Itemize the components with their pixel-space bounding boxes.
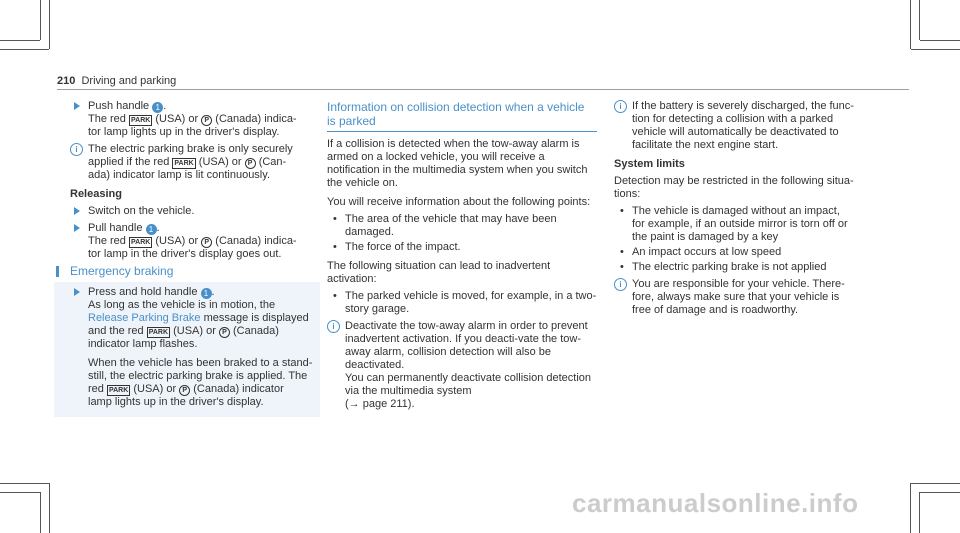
crop-mark bbox=[0, 49, 49, 50]
step-text: indicator lamp flashes. bbox=[88, 338, 198, 350]
emergency-braking-heading bbox=[70, 265, 320, 278]
heading-bar bbox=[56, 266, 59, 277]
section-heading bbox=[327, 100, 597, 132]
page-reference-link[interactable]: (→ page 211). bbox=[345, 398, 415, 410]
note-text: Deactivate the tow-away alarm in order to prevent inadvertent activation. If you deacti-vate the tow-away alarm, collision detection will also be deactivated. bbox=[345, 320, 588, 371]
step-text: (Canada) bbox=[233, 325, 279, 337]
note-text: (USA) or bbox=[198, 156, 242, 168]
park-lamp-icon: PARK bbox=[130, 239, 151, 246]
handle-number-icon: 1 bbox=[201, 288, 212, 299]
heading-line: Information on collision detection when a vehicle bbox=[327, 100, 585, 114]
step-arrow-icon bbox=[74, 224, 80, 232]
p-lamp-icon: P bbox=[201, 115, 212, 126]
section-title: Driving and parking bbox=[81, 75, 177, 87]
step-text: message is displayed bbox=[200, 312, 309, 324]
column-left bbox=[70, 100, 320, 417]
note-text: You can permanently deactivate collision detection via the multimedia system bbox=[345, 372, 592, 397]
note-text: applied if the red bbox=[88, 156, 170, 168]
step-text: Pull handle bbox=[88, 222, 143, 234]
note-text: You are responsible for your vehicle. There-fore, always make sure that your vehicle is free of damage and is roadworthy. bbox=[632, 278, 845, 316]
info-note bbox=[70, 143, 320, 182]
p-lamp-icon: P bbox=[179, 385, 190, 396]
list-item bbox=[327, 241, 597, 254]
page-header bbox=[57, 75, 176, 88]
column-right bbox=[614, 100, 854, 321]
step-text: Press and hold handle bbox=[88, 286, 198, 298]
park-lamp-icon: PARK bbox=[130, 117, 151, 124]
info-icon: i bbox=[614, 278, 627, 291]
crop-mark bbox=[911, 483, 960, 484]
step-text: Push handle bbox=[88, 100, 150, 112]
crop-mark bbox=[910, 483, 911, 533]
header-rule bbox=[57, 89, 909, 90]
crop-mark bbox=[49, 483, 50, 533]
list-text: The vehicle is damaged without an impact, for example, if an outside mirror is torn off or the paint is damaged by a key bbox=[632, 205, 848, 243]
paragraph: If a collision is detected when the tow-away alarm is armed on a locked vehicle, you will receive a notification in the multimedia system when you switch the vehicle on. bbox=[327, 138, 588, 189]
handle-number-icon: 1 bbox=[152, 102, 163, 113]
list-item bbox=[614, 205, 854, 244]
info-note bbox=[614, 278, 854, 317]
note-text: If the battery is severely discharged, the func-tion for detecting a collision with a parked vehicle will automatically be deactivated to facilitate the next engine start. bbox=[632, 100, 854, 151]
list-item bbox=[614, 261, 854, 274]
step-pull-handle: Pull handle 1 . The red PARK (USA) or P (Canada) indica- tor lamp in the driver's display goes out. bbox=[70, 222, 320, 261]
emergency-braking-box bbox=[54, 282, 320, 417]
handle-number-icon: 1 bbox=[146, 224, 157, 235]
step-text: (Canada) indica- bbox=[215, 113, 297, 125]
releasing-heading: Releasing bbox=[70, 188, 122, 200]
list-item bbox=[614, 246, 854, 259]
heading-line: is parked bbox=[327, 114, 376, 128]
step-arrow-icon bbox=[74, 207, 80, 215]
step-text: When the vehicle has been braked to a stand-still, the electric parking brake is applied. The bbox=[88, 357, 313, 382]
crop-mark bbox=[0, 483, 49, 484]
park-lamp-icon: PARK bbox=[174, 160, 194, 167]
list-text: The area of the vehicle that may have been damaged. bbox=[345, 213, 557, 238]
step-text: and the red bbox=[88, 325, 144, 337]
list-text: The force of the impact. bbox=[345, 241, 461, 253]
step-text: red bbox=[88, 383, 104, 395]
step-text: The red bbox=[88, 235, 126, 247]
bullet-icon: • bbox=[620, 205, 624, 217]
note-text: The electric parking brake is only securely bbox=[88, 143, 293, 155]
step-text: (Canada) indicator bbox=[193, 383, 284, 395]
step-text: (Canada) indica- bbox=[215, 235, 297, 247]
step-text: (USA) or bbox=[155, 235, 199, 247]
bullet-icon: • bbox=[333, 290, 337, 302]
column-middle bbox=[327, 100, 597, 415]
paragraph: You will receive information about the following points: bbox=[327, 196, 591, 208]
info-icon: i bbox=[70, 143, 83, 156]
bullet-icon: • bbox=[620, 246, 624, 258]
step-text: Switch on the vehicle. bbox=[88, 205, 195, 217]
step-text: (USA) or bbox=[155, 113, 199, 125]
step-text: (USA) or bbox=[173, 325, 216, 337]
crop-mark bbox=[40, 492, 41, 533]
crop-mark bbox=[0, 492, 40, 493]
display-message: Release Parking Brake bbox=[88, 312, 201, 324]
crop-mark bbox=[911, 49, 960, 50]
p-lamp-icon: P bbox=[245, 158, 256, 169]
system-limits-heading: System limits bbox=[614, 158, 685, 170]
crop-mark bbox=[920, 492, 960, 493]
crop-mark bbox=[49, 0, 50, 49]
list-text: The electric parking brake is not applied bbox=[632, 261, 827, 273]
list-text: The parked vehicle is moved, for example, in a two-story garage. bbox=[345, 290, 597, 315]
crop-mark bbox=[920, 40, 960, 41]
step-arrow-icon bbox=[74, 288, 80, 296]
p-lamp-icon: P bbox=[219, 327, 230, 338]
list-item bbox=[327, 290, 597, 316]
step-text: (USA) or bbox=[133, 383, 177, 395]
p-lamp-icon: P bbox=[201, 237, 212, 248]
paragraph: The following situation can lead to inadvertent activation: bbox=[327, 260, 551, 285]
step-text: The red bbox=[88, 113, 126, 125]
note-text: (Can- bbox=[258, 156, 287, 168]
list-item bbox=[327, 213, 597, 239]
bullet-icon: • bbox=[620, 261, 624, 273]
info-note bbox=[614, 100, 854, 152]
crop-mark bbox=[919, 492, 920, 533]
step-arrow-icon bbox=[74, 102, 80, 110]
watermark: carmanualsonline.info bbox=[572, 488, 859, 518]
crop-mark bbox=[0, 40, 40, 41]
info-icon: i bbox=[327, 320, 340, 333]
step-text: lamp lights up in the driver's display. bbox=[88, 396, 264, 408]
note-text: ada) indicator lamp is lit continuously. bbox=[88, 169, 270, 181]
info-note bbox=[327, 320, 597, 411]
crop-mark bbox=[40, 0, 41, 40]
park-lamp-icon: PARK bbox=[108, 387, 129, 394]
step-text: As long as the vehicle is in motion, the bbox=[88, 299, 276, 311]
step-switch-on bbox=[70, 205, 320, 218]
page-number: 210 bbox=[57, 75, 76, 87]
step-press-hold: Press and hold handle 1 . As long as the vehicle is in motion, the Release Parking Brake message is displayed and the red PARK (USA) or P (Canada) indicator lamp flashes. When the vehicle has been braked to a stand-still, the electric parking brake is applied. The red PARK (USA) or P (Canada) indicator lamp lights up in the driver's display. bbox=[70, 286, 316, 409]
crop-mark bbox=[919, 0, 920, 40]
bullet-icon: • bbox=[333, 213, 337, 225]
heading-text: Emergency braking bbox=[70, 264, 174, 278]
bullet-icon: • bbox=[333, 241, 337, 253]
step-text: tor lamp lights up in the driver's display. bbox=[88, 126, 280, 138]
list-text: An impact occurs at low speed bbox=[632, 246, 782, 258]
crop-mark bbox=[910, 0, 911, 49]
park-lamp-icon: PARK bbox=[148, 329, 169, 336]
step-push-handle: Push handle 1 . The red PARK (USA) or P (Canada) indica- tor lamp lights up in the driver's display. bbox=[70, 100, 320, 139]
step-text: tor lamp in the driver's display goes out. bbox=[88, 248, 282, 260]
info-icon: i bbox=[614, 100, 627, 113]
paragraph: Detection may be restricted in the following situa-tions: bbox=[614, 175, 854, 200]
